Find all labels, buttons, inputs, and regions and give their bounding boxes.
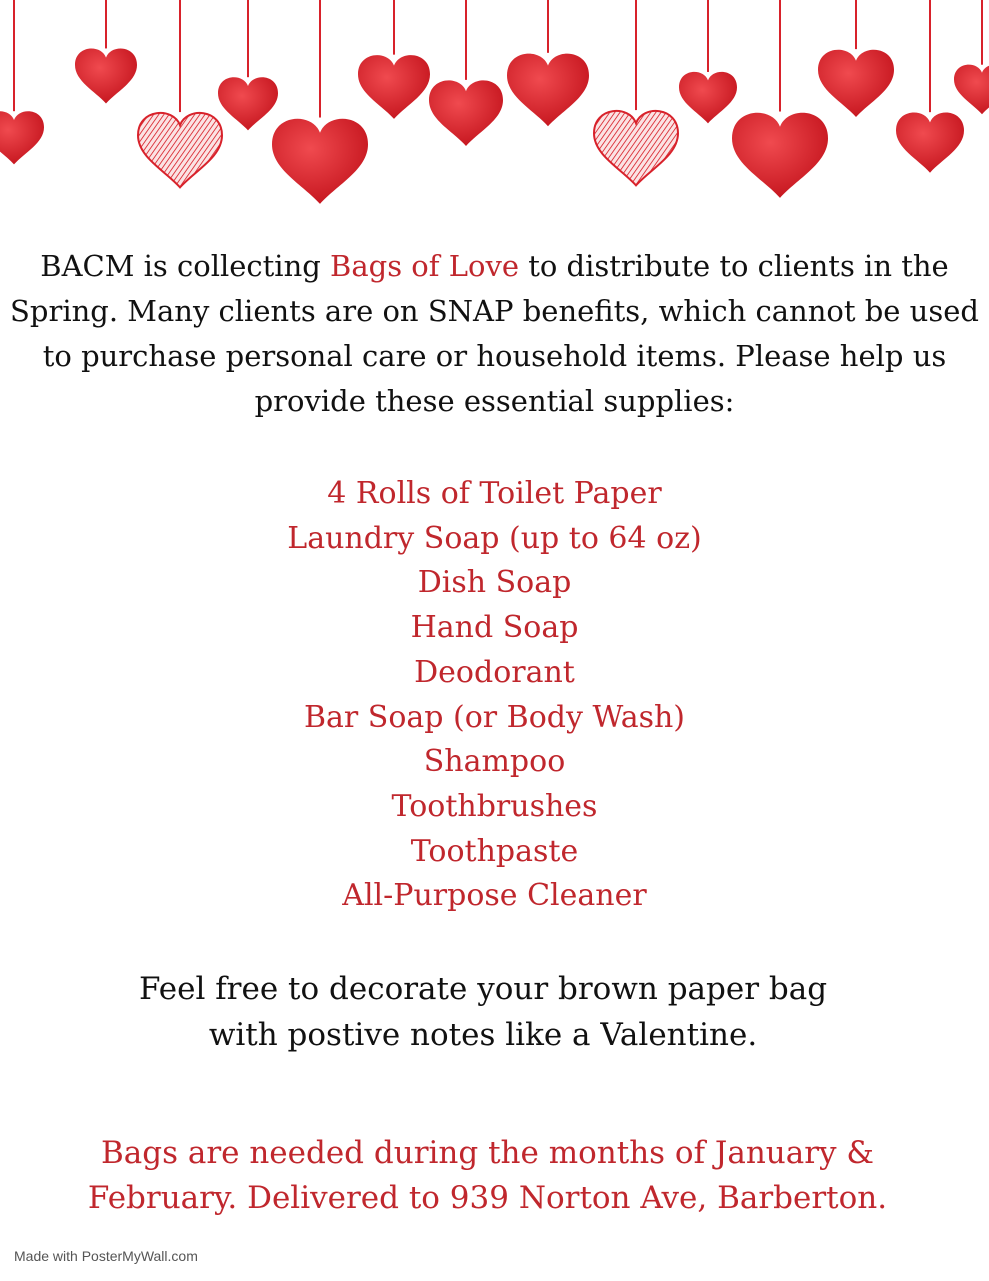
heart-icon [507, 54, 589, 127]
heart-icon [75, 49, 137, 104]
bags-of-love-highlight: Bags of Love [330, 249, 519, 283]
heart-icon [594, 111, 678, 185]
intro-paragraph [10, 244, 979, 424]
closing-note-line: February. Delivered to 939 Norton Ave, Barberton. [87, 1180, 888, 1216]
supply-item: 4 Rolls of Toilet Paper [327, 476, 662, 511]
heart-icon [138, 113, 222, 187]
heart-icon [818, 50, 894, 117]
supply-item: Dish Soap [417, 565, 572, 601]
postermywall-credit: Made with PosterMyWall.com [14, 1248, 198, 1264]
intro-text-start: BACM is collecting [40, 249, 331, 283]
intro-text-end: to distribute to clients in the Spring. Many clients are on SNAP benefits, which cannot be used to purchase personal care or household items. Please help us provide these essential supplies: [10, 249, 979, 418]
heart-icon [0, 111, 44, 164]
supply-item: Bar Soap (or Body Wash) [303, 699, 686, 735]
decorate-note [0, 966, 966, 1058]
supply-item: Hand Soap [410, 610, 579, 646]
supply-item: Laundry Soap (up to 64 oz) [287, 520, 702, 556]
supply-item: Deodorant [414, 654, 575, 690]
supply-item: Toothbrushes [391, 788, 598, 824]
heart-icon [272, 119, 368, 204]
decorate-note-line: Feel free to decorate your brown paper bag [138, 971, 828, 1007]
supplies-list [0, 472, 989, 919]
heart-icon [218, 77, 278, 130]
supply-item: All-Purpose Cleaner [342, 878, 647, 914]
decorate-note-line: with postive notes like a Valentine. [208, 1017, 758, 1053]
heart-icon [679, 72, 737, 123]
heart-icon [896, 112, 964, 172]
supply-item: Toothpaste [410, 833, 579, 869]
heart-icon [732, 113, 828, 198]
closing-note [0, 1131, 975, 1221]
heart-icon [954, 65, 989, 115]
supply-item: Shampoo [423, 744, 566, 780]
heart-icon [429, 80, 503, 146]
closing-note-line: Bags are needed during the months of January & [100, 1135, 875, 1171]
heart-icon [358, 55, 430, 119]
hanging-hearts-decoration [0, 0, 989, 215]
